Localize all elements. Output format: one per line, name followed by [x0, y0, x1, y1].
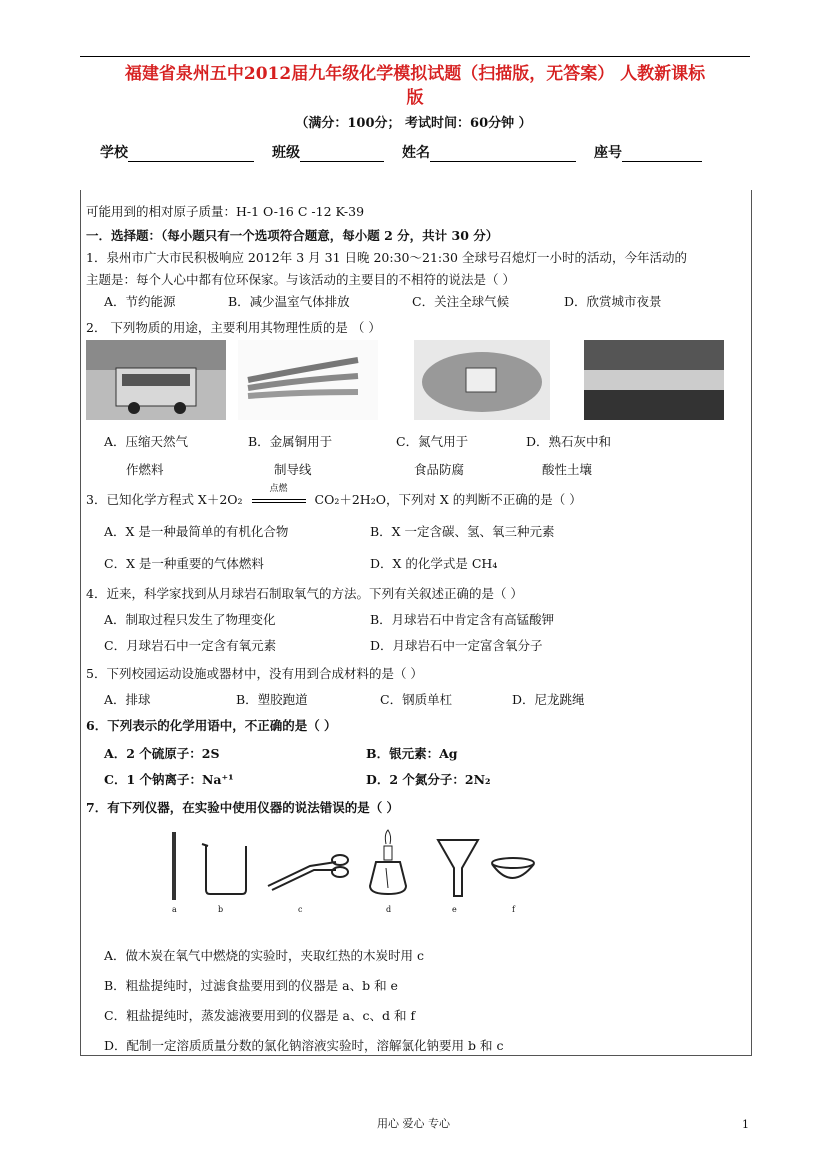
q6-option-c[interactable]: C．1 个钠离子：Na⁺¹ — [104, 772, 234, 787]
q6-option-b[interactable]: B．银元素：Ag — [366, 746, 458, 761]
q6-option-a[interactable]: A．2 个硫原子：2S — [104, 746, 220, 761]
reaction-arrow — [247, 484, 311, 507]
crucible-tongs-icon — [268, 855, 348, 890]
equals-sign — [252, 499, 306, 503]
q5-option-c[interactable]: C．钢质单杠 — [380, 692, 453, 707]
name-field[interactable] — [402, 142, 576, 162]
q7-stem: 7．有下列仪器，在实验中使用仪器的说法错误的是（ ） — [86, 800, 400, 815]
school-label: 学校 — [100, 145, 128, 161]
q2-option-c-cont: 食品防腐 — [414, 462, 465, 477]
q4-option-c[interactable]: C．月球岩石中一定含有氧元素 — [104, 638, 277, 653]
label-a: a — [172, 905, 177, 914]
q7-option-d[interactable]: D．配制一定溶质质量分数的氯化钠溶液实验时，溶解氯化钠要用 b 和 c — [104, 1038, 504, 1053]
evaporating-dish-icon — [492, 858, 534, 878]
seat-label: 座号 — [594, 145, 622, 161]
q5-option-b[interactable]: B．塑胶跑道 — [236, 692, 308, 707]
q2-option-c[interactable]: C．氮气用于 — [396, 434, 469, 449]
q7-option-c[interactable]: C．粗盐提纯时，蒸发滤液要用到的仪器是 a、c、d 和 f — [104, 1008, 416, 1023]
school-field[interactable] — [100, 142, 254, 162]
header-rule — [80, 56, 750, 57]
q6-stem: 6．下列表示的化学用语中，不正确的是（ ） — [86, 718, 337, 733]
section-heading: 一．选择题：（每小题只有一个选项符合题意，每小题 2 分，共计 30 分） — [86, 228, 499, 243]
label-c: c — [298, 905, 303, 914]
q4-option-b[interactable]: B．月球岩石中肯定含有高锰酸钾 — [370, 612, 555, 627]
q3-option-d[interactable]: D．X 的化学式是 CH₄ — [370, 556, 498, 571]
q3-stem — [86, 484, 582, 508]
q1-option-a[interactable]: A．节约能源 — [104, 294, 176, 309]
label-b: b — [218, 905, 224, 914]
lab-instruments — [150, 828, 550, 904]
q2-option-a-cont: 作燃料 — [126, 462, 164, 477]
student-info-row — [100, 142, 702, 162]
q5-stem: 5．下列校园运动设施或器材中，没有用到合成材料的是（ ） — [86, 666, 423, 681]
q3-stem-b: CO₂＋2H₂O，下列对 X 的判断不正确的是（ ） — [314, 492, 582, 507]
name-label: 姓名 — [402, 145, 430, 161]
q3-option-c[interactable]: C．X 是一种重要的气体燃料 — [104, 556, 264, 571]
q1-option-d[interactable]: D．欣赏城市夜景 — [564, 294, 662, 309]
class-field[interactable] — [272, 142, 384, 162]
title-line-1: 福建省泉州五中2012届九年级化学模拟试题（扫描版，无答案） 人教新课标 — [124, 64, 706, 84]
funnel-icon — [438, 840, 478, 896]
q1-option-b[interactable]: B．减少温室气体排放 — [228, 294, 350, 309]
label-f: f — [512, 905, 515, 914]
q3-option-a[interactable]: A．X 是一种最简单的有机化合物 — [104, 524, 289, 539]
q5-option-d[interactable]: D．尼龙跳绳 — [512, 692, 585, 707]
copper-wire-photo — [238, 340, 378, 420]
label-e: e — [452, 905, 457, 914]
q2-option-a[interactable]: A．压缩天然气 — [104, 434, 189, 449]
q7-option-a[interactable]: A．做木炭在氧气中燃烧的实验时，夹取红热的木炭时用 c — [104, 948, 425, 963]
q3-stem-a: 3．已知化学方程式 X＋2O₂ — [86, 492, 243, 507]
q1-line-2: 主题是：每个人心中都有位环保家。与该活动的主要目的不相符的说法是（ ） — [86, 272, 515, 287]
farmland-photo — [584, 340, 724, 420]
page-number: 1 — [742, 1118, 749, 1131]
footer-motto: 用心 爱心 专心 — [377, 1117, 450, 1130]
bus-photo — [86, 340, 226, 420]
atomic-masses: 可能用到的相对原子质量：H-1 O-16 C -12 K-39 — [86, 204, 365, 219]
seat-field[interactable] — [594, 142, 702, 162]
q2-stem: 2． 下列物质的用途，主要利用其物理性质的是 （ ） — [86, 320, 381, 335]
q2-option-b[interactable]: B．金属铜用于 — [248, 434, 333, 449]
seat-blank[interactable] — [622, 147, 702, 162]
class-label: 班级 — [272, 145, 300, 161]
exam-info: （满分：100分； 考试时间：60分钟 ） — [295, 116, 532, 131]
label-d: d — [386, 905, 392, 914]
q1-line-1: 1．泉州市广大市民积极响应 2012年 3 月 31 日晚 20:30～21:30 全球号召熄灯一小时的活动，今年活动的 — [86, 250, 687, 265]
alcohol-lamp-icon — [370, 830, 406, 894]
q2-option-d-cont: 酸性土壤 — [542, 462, 593, 477]
q2-option-b-cont: 制导线 — [274, 462, 312, 477]
page-title — [80, 62, 750, 110]
q4-option-a[interactable]: A．制取过程只发生了物理变化 — [104, 612, 276, 627]
q1-option-c[interactable]: C．关注全球气候 — [412, 294, 510, 309]
q6-option-d[interactable]: D．2 个氮分子：2N₂ — [366, 772, 491, 787]
name-blank[interactable] — [430, 147, 576, 162]
q7-option-b[interactable]: B．粗盐提纯时，过滤食盐要用到的仪器是 a、b 和 e — [104, 978, 398, 993]
glass-rod-icon — [172, 832, 176, 900]
class-blank[interactable] — [300, 147, 384, 162]
title-line-2: 版 — [406, 88, 424, 108]
q4-stem: 4．近来，科学家找到从月球岩石制取氧气的方法。下列有关叙述正确的是（ ） — [86, 586, 523, 601]
reaction-condition: 点燃 — [269, 484, 288, 494]
school-blank[interactable] — [128, 147, 254, 162]
q2-option-d[interactable]: D．熟石灰中和 — [526, 434, 612, 449]
beaker-icon — [202, 844, 246, 894]
q5-option-a[interactable]: A．排球 — [104, 692, 151, 707]
q3-option-b[interactable]: B．X 一定含碳、氢、氧三种元素 — [370, 524, 555, 539]
food-packaging-photo — [414, 340, 550, 420]
q4-option-d[interactable]: D．月球岩石中一定富含氧分子 — [370, 638, 543, 653]
